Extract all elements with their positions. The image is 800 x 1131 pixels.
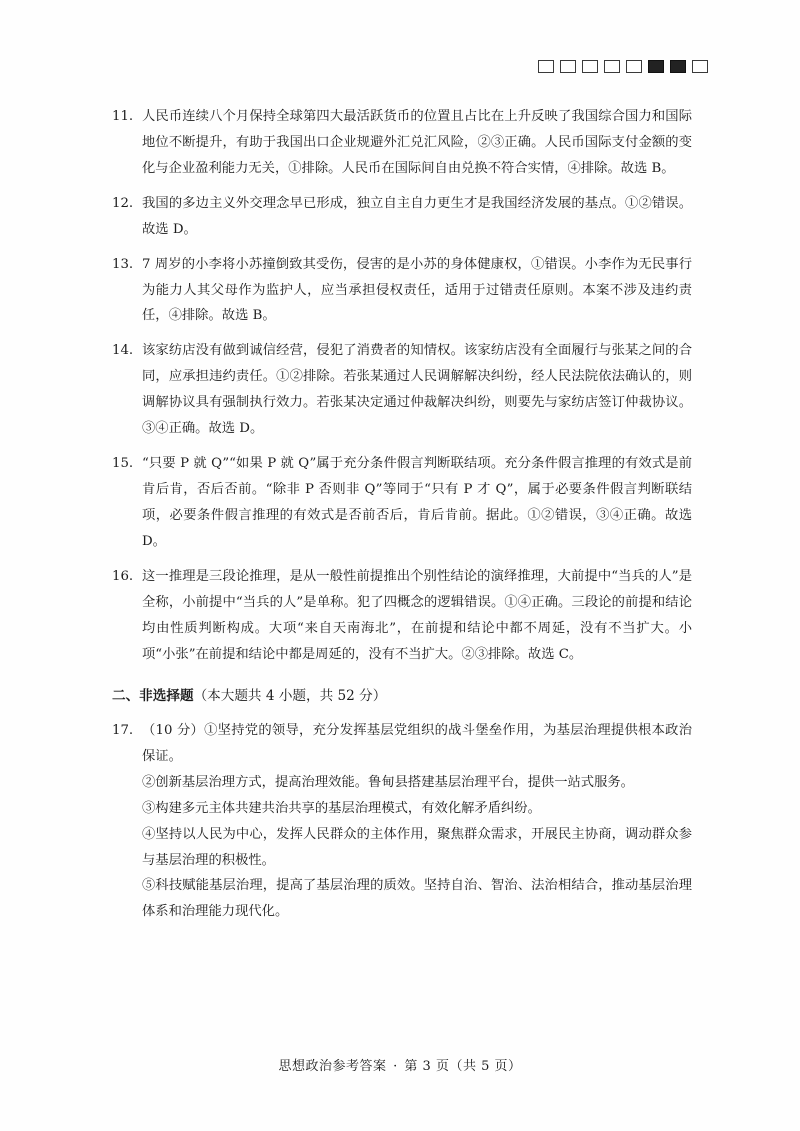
marker-bar-7 [670,60,686,73]
marker-bar-5 [626,60,642,73]
section-heading-label: 二、非选择题 [112,688,194,705]
marker-bar-3 [582,60,598,73]
marker-bar-1 [538,60,554,73]
answer-item-11 [112,104,692,182]
answer-point-1: （10 分）①坚持党的领导，充分发挥基层党组织的战斗堡垒作用，为基层治理提供根本政治保证。 [142,722,692,764]
answer-number: 15. [112,456,134,472]
marker-bar-8 [692,60,708,73]
answer-number: 16. [112,568,134,584]
answer-item-16 [112,564,692,668]
page-marker-bars [538,60,708,73]
answer-point-5: ⑤科技赋能基层治理，提高了基层治理的质效。坚持自治、智治、法治相结合，推动基层治理体系和治理能力现代化。 [142,878,692,920]
answer-number: 14. [112,343,134,359]
footer-separator: · [393,1059,398,1074]
marker-bar-2 [560,60,576,73]
answer-point-4: ④坚持以人民为中心，发挥人民群众的主体作用，聚焦群众需求，开展民主协商，调动群众参与基层治理的积极性。 [142,826,692,868]
answer-text: 我国的多边主义外交理念早已形成，独立自主自力更生才是我国经济发展的基点。①②错误。故选 D。 [142,195,692,237]
footer-page-number: 第 3 页（共 5 页） [404,1059,522,1074]
answer-text: 这一推理是三段论推理，是从一般性前提推出个别性结论的演绎推理，大前提中“当兵的人”是全称，小前提中“当兵的人”是单称。犯了四概念的逻辑错误。①④正确。三段论的前提和结论均由性质判断构成。大项“来自天南海北”，在前提和结论中都不周延，没有不当扩大。小项“小张”在前提和结论中都是周延的，没有不当扩大。②③排除。故选 C。 [142,568,692,662]
answer-text: 人民币连续八个月保持全球第四大最活跃货币的位置且占比在上升反映了我国综合国力和国际地位不断提升，有助于我国出口企业规避外汇兑汇风险，②③正确。人民币国际支付金额的变化与企业盈利能力无关，①排除。人民币在国际间自由兑换不符合实情，④排除。故选 B。 [142,109,692,176]
section-heading-note: （本大题共 4 小题，共 52 分） [193,688,387,705]
marker-bar-4 [604,60,620,73]
answer-body [112,104,692,934]
answer-item-17 [112,718,692,925]
answer-text: “只要 P 就 Q”“如果 P 就 Q”属于充分条件假言判断联结项。充分条件假言推理的有效式是前肯后肯，否后否前。“除非 P 否则非 Q”等同于“只有 P 才 Q”，属于必要条件假言判断联结项，必要条件假言推理的有效式是否前否后，肯后肯前。据此。①②错误，③④正确。故选 D。 [142,456,692,549]
marker-bar-6 [648,60,664,73]
answer-point-2: ②创新基层治理方式，提高治理效能。鲁甸县搭建基层治理平台，提供一站式服务。 [142,774,634,790]
footer-title: 思想政治参考答案 [278,1059,387,1074]
answer-number: 12. [112,195,134,211]
answer-point-3: ③构建多元主体共建共治共享的基层治理模式，有效化解矛盾纠纷。 [142,800,541,816]
answer-text-group [142,718,692,925]
answer-item-13 [112,252,692,330]
answer-text: 该家纺店没有做到诚信经营，侵犯了消费者的知情权。该家纺店没有全面履行与张某之间的合同，应承担违约责任。①②排除。若张某通过人民调解解决纠纷，经人民法院依法确认的，则调解协议具有强制执行效力。若张某决定通过仲裁解决纠纷，则要先与家纺店签订仲裁协议。③④正确。故选 D。 [142,343,692,437]
answer-item-12 [112,191,692,243]
answer-number: 11. [112,109,134,124]
answer-text: 7 周岁的小李将小苏撞倒致其受伤，侵害的是小苏的身体健康权，①错误。小李作为无民事行为能力人其父母作为监护人，应当承担侵权责任，适用于过错责任原则。本案不涉及违约责任，④排除。故选 B。 [142,256,692,324]
page-footer [0,1055,800,1074]
answer-item-14 [112,338,692,442]
answer-item-15 [112,451,692,555]
section-heading [112,683,692,710]
answer-number: 13. [112,256,134,272]
answer-number: 17. [112,722,134,738]
